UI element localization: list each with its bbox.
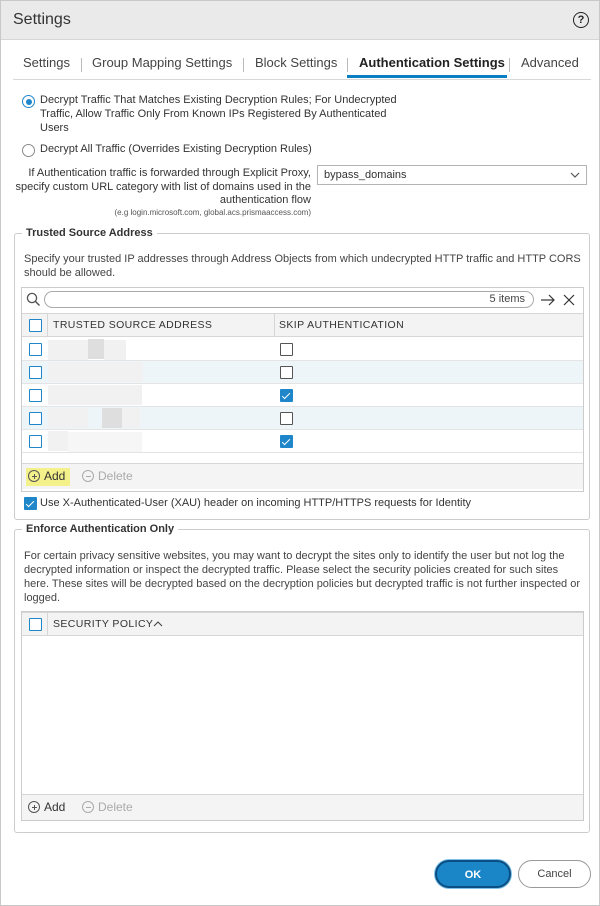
explicit-proxy-hint: (e.g login.microsoft.com, global.acs.prismaaccess.com) bbox=[114, 208, 311, 217]
decrypt-all-traffic-label: Decrypt All Traffic (Overrides Existing Decryption Rules) bbox=[40, 143, 312, 155]
enforce-authentication-group bbox=[14, 523, 590, 833]
tab-separator bbox=[347, 58, 348, 72]
explicit-proxy-label-line1: If Authentication traffic is forwarded through Explicit Proxy, bbox=[28, 167, 311, 179]
explicit-proxy-label bbox=[15, 167, 311, 208]
trusted-source-address-legend: Trusted Source Address bbox=[22, 227, 157, 239]
table-row[interactable] bbox=[22, 407, 583, 430]
row-select-checkbox[interactable] bbox=[29, 435, 42, 448]
explicit-proxy-label-line2: specify custom URL category with list of domains used in the bbox=[15, 180, 311, 193]
explicit-proxy-label-line3: authentication flow bbox=[219, 194, 311, 206]
xau-header-checkbox[interactable] bbox=[24, 497, 37, 510]
column-separator bbox=[274, 314, 275, 336]
column-header-security-policy[interactable]: SECURITY POLICY bbox=[53, 618, 154, 630]
column-separator bbox=[47, 314, 48, 336]
redacted-address bbox=[102, 408, 122, 428]
decrypt-matching-rules-label-line1: Decrypt Traffic That Matches Existing Decryption Rules; For Undecrypted bbox=[40, 94, 397, 106]
add-trusted-source-button[interactable] bbox=[26, 468, 70, 486]
redacted-address bbox=[48, 431, 68, 451]
table-row[interactable] bbox=[22, 384, 583, 407]
security-policy-grid-header bbox=[22, 612, 583, 636]
trusted-source-address-group bbox=[14, 227, 590, 520]
tab-authentication-settings[interactable]: Authentication Settings bbox=[359, 55, 505, 70]
search-input[interactable] bbox=[44, 291, 534, 308]
skip-authentication-checkbox[interactable] bbox=[280, 435, 293, 448]
table-row[interactable] bbox=[22, 338, 583, 361]
select-all-checkbox[interactable] bbox=[29, 319, 42, 332]
redacted-address bbox=[104, 340, 126, 360]
table-row[interactable] bbox=[22, 430, 583, 453]
add-label: Add bbox=[44, 469, 66, 483]
security-policy-grid-footer bbox=[22, 794, 583, 820]
row-select-checkbox[interactable] bbox=[29, 389, 42, 402]
add-security-policy-button[interactable] bbox=[26, 799, 70, 817]
arrow-right-icon[interactable] bbox=[540, 293, 556, 307]
delete-label: Delete bbox=[98, 800, 133, 814]
dialog-title: Settings bbox=[13, 11, 71, 28]
active-tab-indicator bbox=[347, 75, 507, 78]
close-icon[interactable] bbox=[563, 294, 575, 306]
help-icon[interactable]: ? bbox=[573, 12, 589, 28]
tab-advanced[interactable]: Advanced bbox=[521, 55, 579, 70]
decrypt-all-traffic-radio[interactable] bbox=[22, 144, 35, 157]
cancel-button[interactable]: Cancel bbox=[518, 860, 591, 888]
chevron-down-icon bbox=[570, 170, 580, 180]
skip-authentication-checkbox[interactable] bbox=[280, 412, 293, 425]
tab-separator bbox=[509, 58, 510, 72]
skip-authentication-checkbox[interactable] bbox=[280, 389, 293, 402]
tab-separator bbox=[243, 58, 244, 72]
enforce-authentication-legend: Enforce Authentication Only bbox=[22, 523, 178, 535]
tab-group-mapping-settings[interactable]: Group Mapping Settings bbox=[92, 55, 233, 70]
ok-button[interactable]: OK bbox=[435, 860, 511, 888]
grid-search-bar bbox=[22, 288, 583, 312]
table-row[interactable] bbox=[22, 361, 583, 384]
row-select-checkbox[interactable] bbox=[29, 343, 42, 356]
url-category-select[interactable] bbox=[317, 165, 587, 185]
enforce-authentication-description: For certain privacy sensitive websites, you may want to decrypt the sites only to identify the user but not log the decrypted information or inspect the decrypted traffic. Please select the security policies created for such sites here. These sites will be decrypted based on the decryption policies but decrypted traffic is not further inspected or logged. bbox=[24, 550, 581, 604]
skip-authentication-checkbox[interactable] bbox=[280, 366, 293, 379]
trusted-source-grid-header bbox=[22, 313, 583, 337]
delete-icon bbox=[82, 801, 94, 813]
delete-label: Delete bbox=[98, 469, 133, 483]
redacted-address bbox=[88, 339, 104, 359]
redacted-address bbox=[48, 385, 142, 405]
sort-ascending-icon[interactable] bbox=[153, 620, 163, 628]
select-all-checkbox[interactable] bbox=[29, 618, 42, 631]
skip-authentication-checkbox[interactable] bbox=[280, 343, 293, 356]
column-header-skip-authentication[interactable]: SKIP AUTHENTICATION bbox=[279, 319, 405, 331]
add-icon bbox=[28, 470, 40, 482]
delete-security-policy-button[interactable] bbox=[80, 799, 136, 817]
decrypt-matching-rules-label-line2: Traffic, Allow Traffic Only From Known IPs Registered By Authenticated bbox=[40, 108, 387, 120]
delete-trusted-source-button[interactable] bbox=[80, 468, 136, 486]
row-select-checkbox[interactable] bbox=[29, 366, 42, 379]
tab-settings[interactable]: Settings bbox=[23, 55, 70, 70]
decrypt-matching-rules-label-line3: Users bbox=[40, 122, 69, 134]
url-category-value: bypass_domains bbox=[324, 169, 407, 181]
dialog-titlebar bbox=[1, 1, 599, 40]
redacted-address bbox=[68, 432, 142, 452]
column-separator bbox=[47, 613, 48, 635]
items-count: 5 items bbox=[489, 293, 525, 305]
redacted-address bbox=[122, 408, 140, 428]
trusted-source-description: Specify your trusted IP addresses through Address Objects from which undecrypted HTTP traffic and HTTP CORS should be allowed. bbox=[24, 253, 581, 279]
xau-header-label: Use X-Authenticated-User (XAU) header on incoming HTTP/HTTPS requests for Identity bbox=[40, 497, 472, 509]
redacted-address bbox=[48, 408, 88, 428]
tab-separator bbox=[81, 58, 82, 72]
tab-block-settings[interactable]: Block Settings bbox=[255, 55, 338, 70]
add-label: Add bbox=[44, 800, 66, 814]
trusted-source-grid bbox=[21, 287, 584, 492]
tab-bar bbox=[13, 53, 591, 80]
column-header-trusted-source-address[interactable]: TRUSTED SOURCE ADDRESS bbox=[53, 319, 213, 331]
redacted-address bbox=[48, 340, 88, 360]
redacted-address bbox=[48, 362, 143, 382]
decrypt-matching-rules-radio[interactable] bbox=[22, 95, 35, 108]
trusted-source-grid-footer bbox=[22, 463, 583, 489]
row-select-checkbox[interactable] bbox=[29, 412, 42, 425]
add-icon bbox=[28, 801, 40, 813]
security-policy-grid bbox=[21, 611, 584, 821]
search-icon bbox=[26, 292, 41, 307]
delete-icon bbox=[82, 470, 94, 482]
